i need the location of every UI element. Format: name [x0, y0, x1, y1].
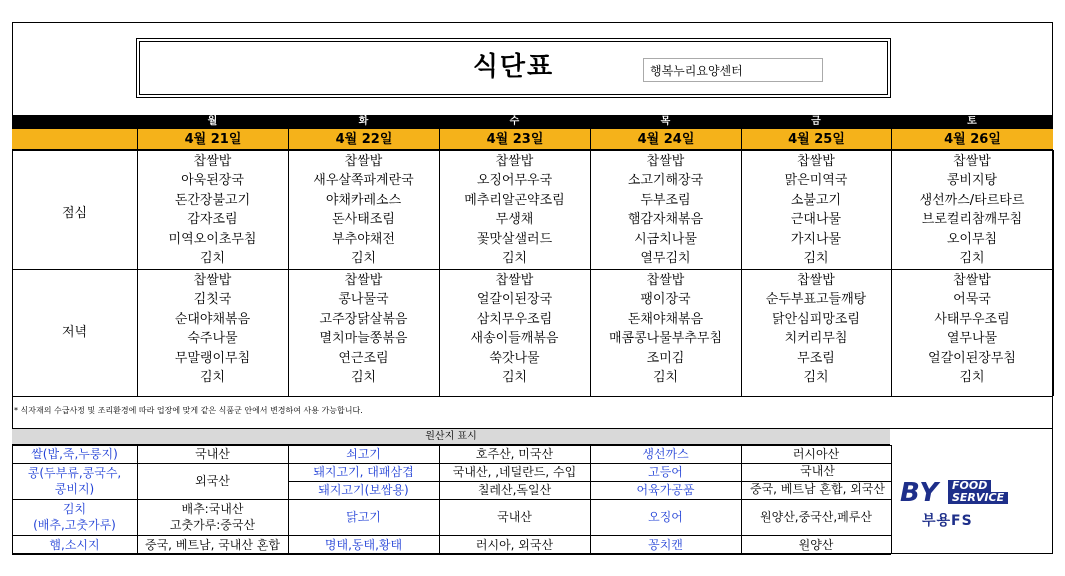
origin-header: 원산지 표시 — [12, 428, 890, 445]
origin-country-text: 국내산, ,네덜란드, 수입 — [452, 465, 577, 479]
menu-item: 찹쌀밥 — [646, 273, 685, 288]
origin-country-text: 외국산 — [195, 474, 230, 488]
menu-item: 햄감자채볶음 — [627, 212, 704, 228]
origin-item — [12, 445, 137, 463]
menu-item: 돈채야채볶음 — [627, 311, 704, 327]
lunch-menu-2 — [439, 152, 590, 268]
menu-item: 찹쌀밥 — [495, 273, 534, 288]
menu-item: 감자조림 — [187, 212, 238, 228]
menu-item: 새송이들깨볶음 — [470, 331, 559, 347]
menu-item: 콩나물국 — [338, 292, 389, 308]
menu-item: 쑥갓나물 — [489, 350, 540, 366]
menu-item: 꽃맛살샐러드 — [476, 231, 553, 247]
menu-item: 근대나물 — [790, 212, 842, 228]
menu-item: 찹쌀밥 — [797, 154, 835, 169]
origin-country — [439, 481, 590, 499]
day-4: 금 — [811, 116, 821, 127]
menu-item: 생선까스/타르타르 — [919, 192, 1025, 208]
dinner-menu-0 — [137, 271, 288, 387]
dinner-menu-1 — [288, 271, 439, 387]
menu-item: 찹쌀밥 — [495, 154, 534, 169]
menu-item: 조미김 — [646, 350, 685, 366]
menu-item: 찹쌀밥 — [193, 273, 232, 288]
menu-item: 맑은미역국 — [784, 173, 848, 189]
menu-item: 소불고기 — [790, 192, 842, 208]
menu-item: 오이무침 — [946, 231, 998, 247]
origin-country-text: 칠레산,독일산 — [477, 483, 552, 497]
origin-country — [439, 445, 590, 463]
day-3: 목 — [660, 116, 671, 127]
menu-item: 고주장닭살볶음 — [319, 311, 408, 327]
dinner-menu-3 — [590, 271, 741, 387]
menu-item: 찹쌀밥 — [953, 154, 991, 169]
lunch-menu-5 — [891, 152, 1053, 268]
origin-item-text: 김치 — [62, 502, 87, 516]
dinner-menu-2 — [439, 271, 590, 387]
menu-item: 돈사태조림 — [332, 212, 395, 228]
menu-item: 찹쌀밥 — [344, 154, 383, 169]
menu-item: 김치 — [652, 369, 679, 385]
lunch-menu-3 — [590, 152, 741, 268]
origin-item-text: 쇠고기 — [346, 447, 381, 461]
date-5: 4월 26일 — [891, 129, 1053, 150]
menu-item: 김치 — [350, 250, 377, 266]
origin-country-text: 원양산,중국산,페루산 — [760, 510, 872, 524]
dinner-label: 저녁 — [61, 325, 88, 340]
origin-item — [12, 499, 137, 535]
menu-item: 미역오이초무침 — [168, 231, 257, 247]
menu-item: 숙주나물 — [187, 331, 238, 347]
menu-item: 브로컬리참깨무침 — [921, 212, 1023, 228]
row-divider — [12, 396, 1053, 397]
date-1: 4월 22일 — [288, 129, 439, 150]
menu-item: 김치 — [959, 250, 985, 266]
date-4: 4월 25일 — [741, 129, 891, 150]
origin-country — [741, 481, 891, 499]
origin-item-text: 콩(두부류,콩국수, — [27, 466, 122, 480]
date-3: 4월 24일 — [590, 129, 741, 150]
menu-item: 얼갈이된장무침 — [928, 350, 1016, 366]
origin-country-text: 중국, 베트남 혼합, 외국산 — [750, 482, 885, 496]
row-divider — [12, 150, 1053, 151]
day-2: 수 — [509, 116, 520, 127]
row-divider — [12, 269, 1053, 270]
origin-item-text: 돼지고기, 대패삼겹 — [313, 465, 414, 479]
day-0: 월 — [207, 116, 218, 127]
dinner-menu-5 — [891, 271, 1053, 387]
menu-item: 삼치무우조림 — [476, 311, 553, 327]
origin-item — [12, 463, 137, 499]
origin-country-text: 고춧가루:중국산 — [169, 518, 256, 532]
menu-item: 순두부표고들깨탕 — [765, 292, 867, 308]
origin-country — [137, 463, 288, 499]
menu-item: 찹쌀밥 — [953, 273, 991, 288]
organization-field: 행복누리요양센터 — [643, 58, 823, 82]
origin-country — [741, 499, 891, 535]
menu-item: 오징어무우국 — [476, 173, 553, 189]
origin-item — [288, 445, 439, 463]
menu-item: 치커리무침 — [784, 331, 848, 347]
origin-country-text: 중국, 베트남, 국내산 혼합 — [145, 537, 280, 552]
menu-item: 찹쌀밥 — [797, 273, 835, 288]
menu-item: 가지나물 — [790, 231, 842, 247]
origin-country — [439, 535, 590, 554]
menu-item: 찹쌀밥 — [193, 154, 232, 169]
date-0: 4월 21일 — [137, 129, 288, 150]
menu-item: 아욱된장국 — [181, 173, 244, 189]
dinner-menu-4 — [741, 271, 891, 387]
origin-country-text: 호주산, 미국산 — [475, 447, 554, 461]
menu-item: 김치 — [501, 369, 528, 385]
origin-item-text: 생선까스 — [642, 447, 689, 461]
origin-item-text: (배추,고춧가루) — [33, 518, 116, 532]
origin-country — [137, 535, 288, 554]
origin-item — [288, 499, 439, 535]
date-2: 4월 23일 — [439, 129, 590, 150]
menu-item: 찹쌀밥 — [344, 273, 383, 288]
origin-item-text: 닭고기 — [346, 510, 381, 524]
menu-item: 김칫국 — [193, 292, 232, 308]
day-5: 토 — [967, 116, 977, 127]
menu-item: 팽이장국 — [640, 292, 691, 308]
menu-item: 어묵국 — [953, 292, 991, 308]
origin-country-text: 러시아산 — [792, 447, 840, 461]
origin-country — [137, 445, 288, 463]
origin-item — [590, 481, 741, 499]
menu-item: 김치 — [959, 369, 985, 385]
menu-item: 열무김치 — [640, 250, 691, 266]
menu-item: 김치 — [501, 250, 528, 266]
logo-food: FOOD — [948, 480, 991, 492]
page-title: 식단표 — [472, 52, 555, 82]
origin-row-divider — [12, 554, 891, 555]
origin-item — [288, 463, 439, 481]
menu-item: 김치 — [350, 369, 377, 385]
origin-item-text: 명태,동태,황태 — [324, 537, 403, 552]
menu-item: 연근조림 — [338, 350, 389, 366]
origin-country — [439, 463, 590, 481]
origin-item-text: 오징어 — [648, 510, 683, 524]
menu-item: 새우살쪽파계란국 — [313, 173, 414, 189]
origin-country — [741, 463, 891, 481]
menu-item: 매콤콩나물부추무침 — [608, 331, 723, 347]
menu-item: 얼갈이된장국 — [476, 292, 553, 308]
menu-item: 시금치나물 — [634, 231, 697, 247]
menu-item: 닭안심피망조림 — [772, 311, 860, 327]
lunch-menu-0 — [137, 152, 288, 268]
lunch-menu-4 — [741, 152, 891, 268]
origin-country — [741, 445, 891, 463]
origin-country-text: 국내산 — [497, 510, 532, 524]
origin-country-text: 국내산 — [800, 464, 835, 478]
origin-item — [590, 463, 741, 481]
logo-mark: BY — [900, 478, 940, 508]
origin-col-divider — [891, 445, 892, 554]
origin-item — [12, 535, 137, 554]
origin-item — [590, 499, 741, 535]
menu-item: 김치 — [803, 250, 829, 266]
origin-country — [741, 535, 891, 554]
origin-item-text: 돼지고기(보쌈용) — [318, 483, 409, 497]
menu-item: 부추야채전 — [332, 231, 395, 247]
origin-country-text: 배추:국내산 — [181, 502, 244, 516]
origin-item — [288, 535, 439, 554]
origin-country — [439, 499, 590, 535]
substitution-note: * 식자재의 수급사정 및 조리환경에 따라 업장에 맞게 같은 식품군 안에서 변경하여 사용 가능합니다. — [14, 406, 363, 415]
origin-item-text: 햄,소시지 — [49, 537, 100, 552]
menu-item: 순대야채볶음 — [174, 311, 251, 327]
menu-item: 소고기해장국 — [627, 173, 704, 189]
column-divider — [1053, 150, 1054, 396]
origin-country — [137, 499, 288, 535]
menu-item: 열무나물 — [946, 331, 998, 347]
menu-item: 돈간장불고기 — [174, 192, 251, 208]
menu-item: 김치 — [199, 250, 226, 266]
origin-item — [590, 445, 741, 463]
menu-item: 찹쌀밥 — [646, 154, 685, 169]
menu-item: 무조림 — [797, 350, 835, 366]
origin-item-text: 고등어 — [648, 465, 683, 479]
logo-korean: 부용FS — [922, 513, 973, 529]
menu-item: 메추리알곤약조림 — [464, 192, 565, 208]
menu-item: 멸치마늘쫑볶음 — [319, 331, 408, 347]
origin-item-text: 콩비지) — [54, 482, 95, 496]
logo-service: SERVICE — [948, 492, 1008, 504]
origin-country-text: 원양산 — [798, 537, 834, 552]
menu-item: 무생채 — [495, 212, 534, 228]
origin-country-text: 러시아, 외국산 — [475, 537, 554, 552]
origin-item — [590, 535, 741, 554]
menu-item: 두부조림 — [640, 192, 691, 208]
origin-item-text: 쌀(밥,죽,누룽지) — [31, 447, 118, 461]
origin-country-text: 국내산 — [195, 447, 230, 461]
lunch-menu-1 — [288, 152, 439, 268]
lunch-label: 점심 — [61, 206, 88, 221]
menu-item: 사태무우조림 — [934, 311, 1010, 327]
menu-item: 야채카레소스 — [325, 192, 402, 208]
day-1: 화 — [358, 116, 369, 127]
origin-item-text: 어육가공품 — [636, 483, 695, 497]
origin-item — [288, 481, 439, 499]
menu-item: 김치 — [199, 369, 226, 385]
origin-item-text: 꽁치캔 — [648, 537, 683, 552]
menu-item: 무말랭이무침 — [174, 350, 251, 366]
menu-item: 콩비지탕 — [946, 173, 998, 189]
menu-item: 김치 — [803, 369, 829, 385]
